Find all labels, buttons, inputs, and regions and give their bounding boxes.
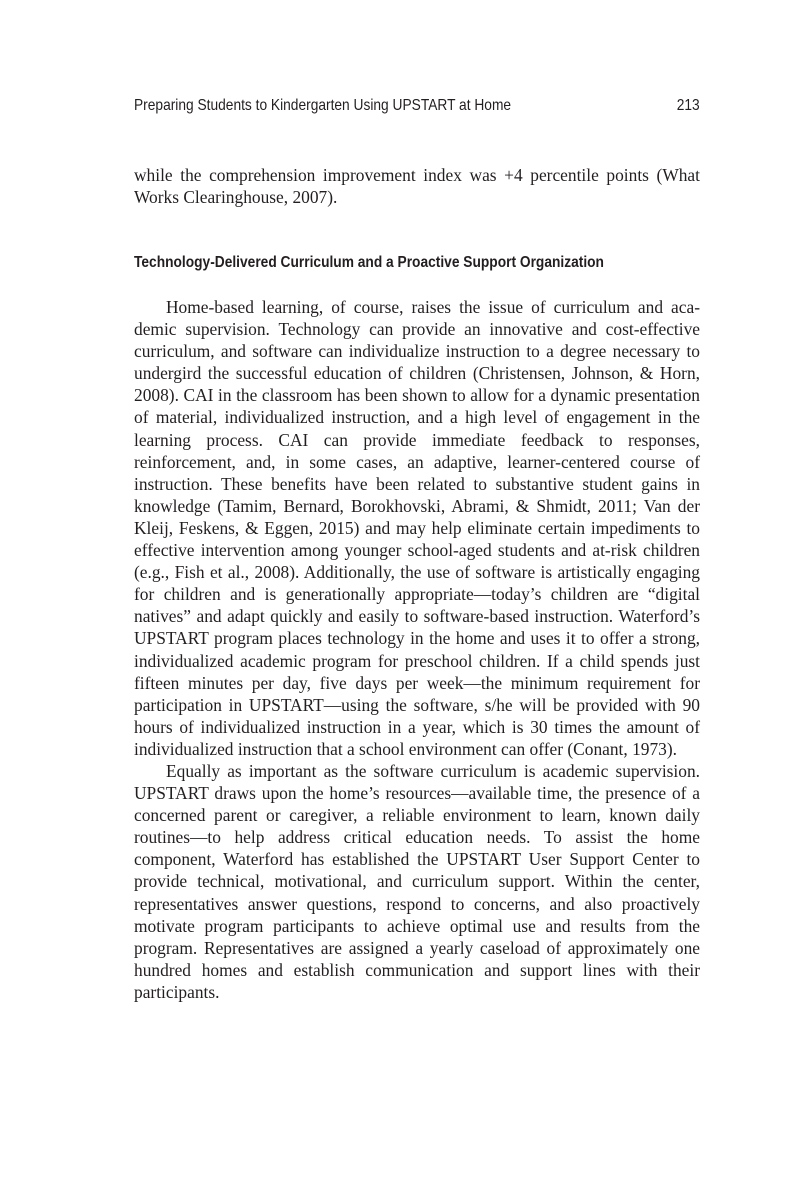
section-heading: Technology-Delivered Curriculum and a Proactive Support Organization — [134, 254, 604, 271]
section-body — [134, 296, 700, 1003]
continued-paragraph: while the comprehension improvement index was +4 percentile points (What Works Clearinghouse, 2007). — [134, 165, 700, 208]
running-head — [134, 97, 700, 119]
page-number: 213 — [677, 97, 700, 114]
continued-paragraph-block — [134, 164, 700, 208]
body-paragraph-1: Home-based learning, of course, raises the issue of curriculum and academic supervision. Technology can provide an innovative and cost-effective curriculum, and software can individualize instruction to a degree necessary to undergird the successful education of children (Christensen, Johnson, & Horn, 2008). CAI in the classroom has been shown to allow for a dynamic presentation of material, individualized instruction, and a high level of engagement in the learning process. CAI can provide immediate feedback to responses, reinforcement, and, in some cases, an adaptive, learner-centered course of instruction. These benefits have been related to substantive student gains in knowledge (Tamim, Bernard, Borokhovski, Abrami, & Shmidt, 2011; Van der Kleij, Feskens, & Eggen, 2015) and may help eliminate certain impediments to effective intervention among younger school-aged students and at-risk children (e.g., Fish et al., 2008). Additionally, the use of software is artistically engaging for children and is generationally appropriate—today’s children are “digital natives” and adapt quickly and easily to software-based instruction. Waterford’s UPSTART program places technology in the home and uses it to offer a strong, individualized academic program for preschool children. If a child spends just fifteen minutes per day, five days per week—the minimum requirement for participation in UPSTART—using the software, s/he will be provided with 90 hours of individualized instruction in a year, which is 30 times the amount of individualized instruction that a school environment can offer (Conant, 1973). — [134, 297, 700, 759]
body-paragraph-2: Equally as important as the software curriculum is academic supervision. UPSTART draws upon the home’s resources—available time, the presence of a concerned parent or caregiver, a reliable environment to learn, known daily routines—to help address critical education needs. To assist the home component, Waterford has established the UPSTART User Support Center to provide technical, motivational, and curriculum support. Within the center, representatives answer questions, respond to concerns, and also proactively motivate program participants to achieve optimal use and results from the program. Representatives are assigned a yearly caseload of approximately one hundred homes and establish communication and support lines with their participants. — [134, 760, 700, 1002]
running-head-title: Preparing Students to Kindergarten Using UPSTART at Home — [134, 97, 512, 114]
